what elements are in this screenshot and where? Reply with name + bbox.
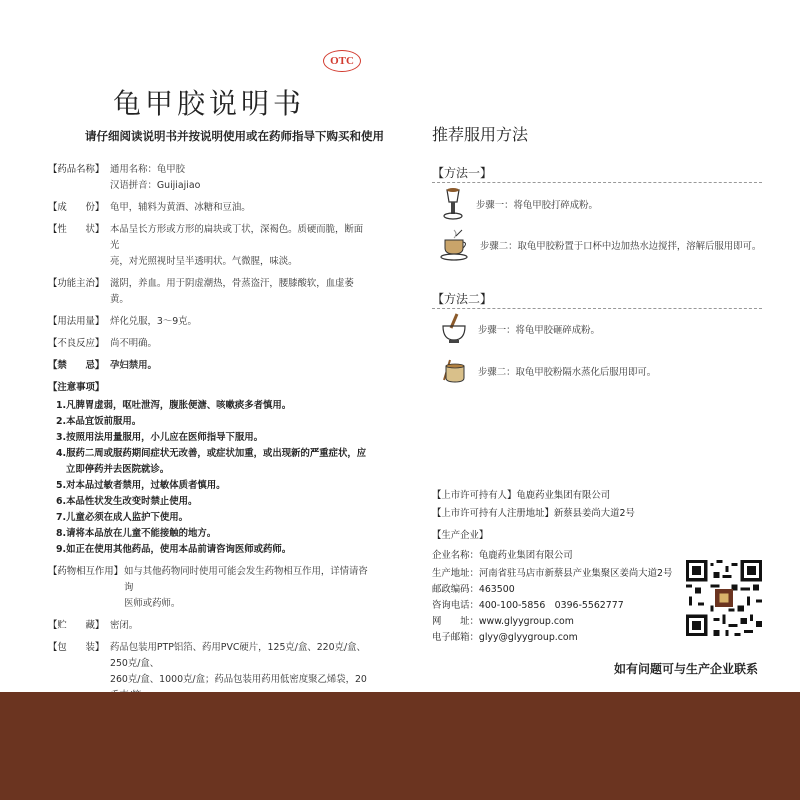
website: 网 址：www.glyygroup.com bbox=[432, 616, 574, 627]
producer-header: 【生产企业】 bbox=[432, 530, 489, 541]
footer-band bbox=[0, 692, 800, 800]
info-value bbox=[110, 336, 370, 352]
info-line: 医师或药师。 bbox=[124, 598, 181, 609]
holder-address: 【上市许可持有人注册地址】新蔡县姜尚大道2号 bbox=[432, 508, 635, 519]
info-label: 【贮 藏】 bbox=[48, 620, 105, 631]
precautions-label: 【注意事项】 bbox=[48, 382, 105, 393]
info-label: 【功能主治】 bbox=[48, 278, 105, 289]
divider bbox=[432, 182, 762, 183]
info-row bbox=[48, 336, 370, 352]
company-name: 企业名称：龟鹿药业集团有限公司 bbox=[432, 550, 573, 561]
info-value bbox=[110, 200, 370, 216]
info-row bbox=[48, 200, 370, 216]
method2-step1 bbox=[440, 312, 600, 346]
precautions-list bbox=[48, 398, 370, 558]
info-value bbox=[110, 618, 370, 634]
method2-header: 【方法二】 bbox=[432, 292, 493, 306]
precaution-item: 3.按照用法用量服用，小儿应在医师指导下服用。 bbox=[56, 432, 263, 443]
grinder-icon bbox=[440, 186, 466, 222]
info-value bbox=[110, 222, 370, 270]
info-line: 龟甲，辅料为黄酒、冰糖和豆油。 bbox=[110, 202, 251, 213]
info-label: 【性 状】 bbox=[48, 224, 105, 235]
info-line: 通用名称：龟甲胶 bbox=[110, 164, 186, 175]
usage-warning: 请仔细阅读说明书并按说明使用或在药师指导下购买和使用 bbox=[85, 129, 384, 143]
info-line: 滋阴，养血。用于阴虚潮热，骨蒸盗汗，腰膝酸软，血虚萎黄。 bbox=[110, 278, 354, 305]
info-row bbox=[48, 618, 370, 634]
method1-header: 【方法一】 bbox=[432, 166, 493, 180]
phone: 咨询电话：400-100-5856 0396-5562777 bbox=[432, 600, 624, 611]
holder: 【上市许可持有人】龟鹿药业集团有限公司 bbox=[432, 490, 611, 501]
info-label: 【用法用量】 bbox=[48, 316, 105, 327]
method1-step1 bbox=[440, 186, 598, 222]
info-label: 【药品名称】 bbox=[48, 164, 105, 175]
info-line: 密闭。 bbox=[110, 620, 139, 631]
info-label: 【药物相互作用】 bbox=[48, 566, 124, 577]
info-label: 【成 份】 bbox=[48, 202, 105, 213]
precaution-item: 5.对本品过敏者禁用，过敏体质者慎用。 bbox=[56, 480, 226, 491]
info-value bbox=[110, 276, 370, 308]
otc-badge: OTC bbox=[323, 50, 361, 72]
divider bbox=[432, 308, 762, 309]
method1-step2 bbox=[440, 228, 761, 262]
precautions-section bbox=[48, 380, 370, 396]
info-line: 尚不明确。 bbox=[110, 338, 157, 349]
steamer-pot-icon bbox=[440, 356, 468, 386]
email: 电子邮箱：glyy@glyygroup.com bbox=[432, 632, 578, 643]
info-value bbox=[124, 564, 370, 612]
info-line: 药品包装用PTP铝箔、药用PVC硬片，125克/盒、220克/盒、250克/盒、 bbox=[110, 642, 366, 669]
precaution-item: 4.服药二周或服药期间症状无改善，或症状加重，或出现新的严重症状，应立即停药并去医院就诊。 bbox=[56, 448, 367, 475]
info-line: 汉语拼音：Guijiajiao bbox=[110, 180, 201, 191]
info-value bbox=[110, 314, 370, 330]
method1-step2-text: 步骤二：取龟甲胶粉置于口杯中边加热水边搅拌，溶解后服用即可。 bbox=[480, 241, 762, 252]
info-row bbox=[48, 314, 370, 330]
info-line: 260克/盒、1000克/盒；药品包装用药用低密度聚乙烯袋，20 bbox=[110, 674, 367, 685]
contact-note: 如有问题可与生产企业联系 bbox=[614, 662, 759, 676]
precaution-item: 6.本品性状发生改变时禁止使用。 bbox=[56, 496, 198, 507]
info-value bbox=[110, 358, 370, 374]
qr-code bbox=[686, 560, 762, 636]
precaution-item: 7.儿童必须在成人监护下使用。 bbox=[56, 512, 188, 523]
info-label: 【不良反应】 bbox=[48, 338, 105, 349]
method2-step1-text: 步骤一：将龟甲胶砸碎成粉。 bbox=[478, 325, 600, 336]
info-row bbox=[48, 162, 370, 194]
info-line: 亮，对光照视时呈半透明状。气微腥，味淡。 bbox=[110, 256, 298, 267]
info-label: 【禁 忌】 bbox=[48, 360, 105, 371]
precaution-item: 8.请将本品放在儿童不能接触的地方。 bbox=[56, 528, 217, 539]
page-title: 龟甲胶说明书 bbox=[112, 87, 305, 120]
info-line: 烊化兑服，3～9克。 bbox=[110, 316, 197, 327]
info-row bbox=[48, 564, 370, 612]
precaution-item: 9.如正在使用其他药品，使用本品前请咨询医师或药师。 bbox=[56, 544, 292, 555]
method1-step1-text: 步骤一：将龟甲胶打碎成粉。 bbox=[476, 200, 598, 211]
info-label: 【包 装】 bbox=[48, 642, 105, 653]
info-line: 本品呈长方形或方形的扁块或丁状，深褐色。质硬而脆，断面光 bbox=[110, 224, 364, 251]
cup-saucer-icon bbox=[440, 228, 470, 262]
info-line: 孕妇禁用。 bbox=[110, 360, 157, 371]
info-value bbox=[110, 162, 370, 194]
info-line: 如与其他药物同时使用可能会发生药物相互作用，详情请咨询 bbox=[124, 566, 368, 593]
precaution-item: 2.本品宜饭前服用。 bbox=[56, 416, 142, 427]
precaution-item: 1.凡脾胃虚弱，呕吐泄泻，腹胀便溏、咳嗽痰多者慎用。 bbox=[56, 400, 292, 411]
usage-title: 推荐服用方法 bbox=[432, 125, 529, 144]
method2-step2-text: 步骤二：取龟甲胶粉隔水蒸化后服用即可。 bbox=[478, 367, 657, 378]
mortar-pestle-icon bbox=[440, 312, 468, 346]
method2-step2 bbox=[440, 356, 656, 386]
production-address: 生产地址：河南省驻马店市新蔡县产业集聚区姜尚大道2号 bbox=[432, 568, 673, 579]
info-row bbox=[48, 222, 370, 270]
zip-code: 邮政编码：463500 bbox=[432, 584, 515, 595]
info-row bbox=[48, 276, 370, 308]
info-row bbox=[48, 358, 370, 374]
